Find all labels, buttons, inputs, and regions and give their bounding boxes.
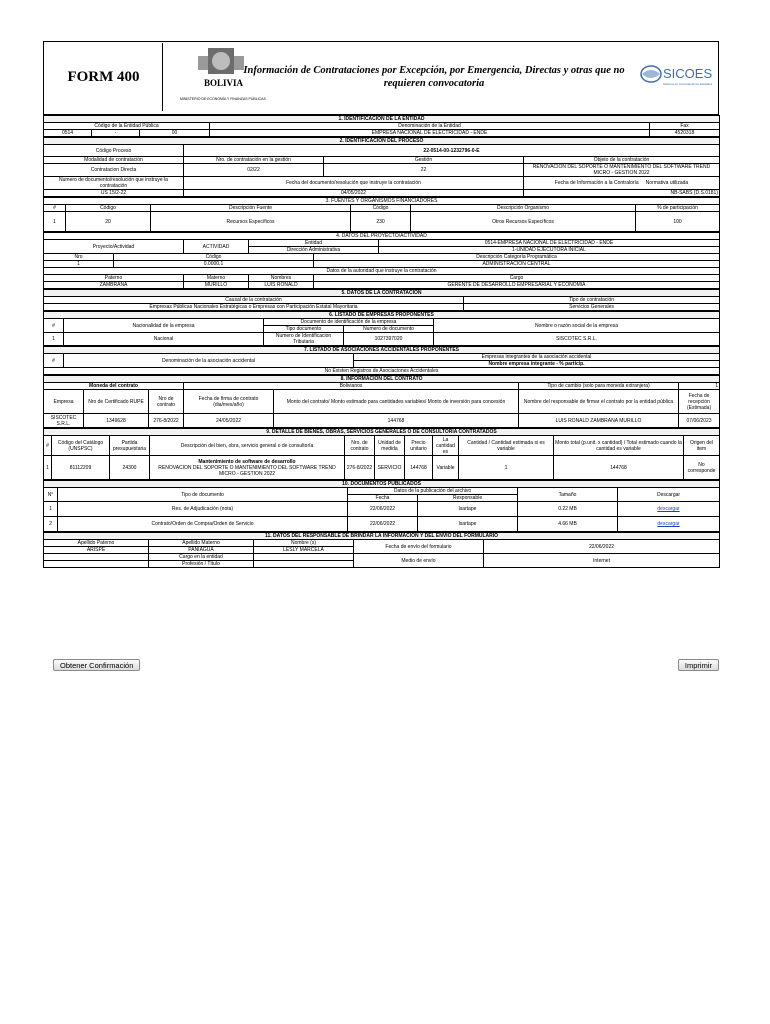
label-number: # — [44, 436, 52, 456]
cell-number: 1 — [44, 456, 52, 480]
label-size: Tamaño — [518, 488, 618, 502]
cell-reception-date: 07/06/2023 — [679, 414, 720, 428]
label-document-type: Tipo de documento — [58, 488, 348, 502]
label-regulation: Normativa utilizada — [645, 180, 689, 186]
label-members: Empresas integrantes de la asociación accidental — [354, 354, 720, 361]
label-rupe: Nro de Certificado RUPE — [84, 390, 149, 414]
cell-sign-date: 24/05/2022 — [184, 414, 274, 428]
label-management-year: Gestión — [324, 157, 524, 164]
info-regulation-values — [524, 190, 720, 197]
cell-amount: 144768 — [274, 414, 519, 428]
cell-number: 1 — [44, 333, 64, 346]
bolivia-logo-subtext: MINISTERIO DE ECONOMÍA Y FINANZAS PÚBLICAS — [180, 97, 266, 101]
send-date-value: 22/06/2022 — [484, 540, 720, 554]
label-document-type: Tipo documento — [264, 326, 344, 333]
label-document-number: Numero de documento/resolución que instruye la contratación — [44, 177, 184, 190]
label-quantity: Cantidad / Cantidad estimada si es variable — [459, 436, 554, 456]
label-exchange-rate: Tipo de cambio (solo para moneda extranjera) — [519, 383, 679, 390]
object-value: RENOVACION DEL SOPORTE O MANTENIMIENTO DEL SOFTWARE TREND MICRO - GESTION 2022 — [524, 164, 720, 177]
print-button[interactable]: Imprimir — [678, 659, 719, 671]
contract-number-value: 02/22 — [184, 164, 324, 177]
form-header — [43, 41, 719, 115]
cell-rupe: 1349628 — [84, 414, 149, 428]
item-body: RENOVACION DEL SOPORTE O MANTENIMIENTO DEL SOFTWARE TREND MICRO - GESTION 2022 — [158, 464, 336, 477]
section-title: 1. IDENTIFICACIÓN DE LA ENTIDAD — [44, 116, 720, 123]
cell-document-type: Numero de Identificacion Tributaria — [264, 333, 344, 346]
label-profession: Profesión / Título — [149, 561, 254, 568]
entity-code-separator: - — [92, 130, 140, 137]
section-items — [43, 428, 720, 480]
section-title: 4. DATOS DEL PROYECTO/ACTIVIDAD — [44, 233, 720, 240]
cell-origin: No corresponde — [684, 456, 720, 480]
cell-document-type: Res. de Adjudicación (nota) — [58, 502, 348, 517]
section-responsible — [43, 532, 720, 568]
label-cause: Causal de la contratación — [44, 297, 464, 304]
fax-value: 4520318 — [650, 130, 720, 137]
section-title: 9. DETALLE DE BIENES, OBRAS, SERVICIOS GENERALES O DE CONSULTORIA CONTRATADOS — [44, 429, 720, 436]
nro-value: 1 — [44, 261, 114, 268]
label-contract-nro: Nro de contrato — [149, 390, 184, 414]
label-source-description: Descripción Fuente — [151, 205, 351, 212]
label-modality: Modalidad de contratación — [44, 157, 184, 164]
position-value: GERENTE DE DESARROLLO EMPRESARIAL Y ECONOMIA — [314, 282, 720, 289]
section-title: 10. DOCUMENTOS PUBLICADOS — [44, 481, 720, 488]
table-row — [44, 212, 720, 232]
label-code: Código — [114, 254, 314, 261]
cell-number: 1 — [44, 502, 58, 517]
profession-value — [44, 561, 149, 568]
form-label: FORM 400 — [67, 68, 140, 85]
info-regulation-labels — [524, 177, 720, 190]
label-number: # — [44, 205, 66, 212]
cell-quantity: 1 — [459, 456, 554, 480]
label-nro: Nro — [44, 254, 114, 261]
section-entity — [43, 115, 720, 137]
label-unit-price: Precio unitario — [405, 436, 433, 456]
obtain-confirmation-button[interactable]: Obtener Confirmación — [53, 659, 140, 671]
label-direction: Dirección Administrativa — [249, 247, 379, 254]
cell-document-type: Contrato/Orden de Compra/Orden de Servicio — [58, 517, 348, 532]
label-source-code: Código — [66, 205, 151, 212]
label-signer: Nombre del responsable de firmar el contrato por la entidad pública — [519, 390, 679, 414]
section-title: 3. FUENTES Y ORGANISMOS FINANCIADORES — [44, 198, 720, 205]
sicoes-logo-subtext: Sistema de Contrataciones Estatales — [663, 82, 713, 86]
table-row — [44, 333, 720, 346]
table-row — [44, 414, 720, 428]
label-info-date: Fecha de Información a la Contraloría — [554, 180, 639, 186]
table-row — [44, 517, 720, 532]
label-budget: Partida presupuestaria — [110, 436, 150, 456]
code-value: 0.0000.1 — [114, 261, 314, 268]
cell-date: 22/06/2022 — [348, 517, 418, 532]
section-associations — [43, 346, 720, 375]
cell-quantity-type: Variable — [433, 456, 459, 480]
cell-organism-description: Otros Recursos Específicos — [411, 212, 636, 232]
label-quantity-type: La cantidad es — [433, 436, 459, 456]
direction-value: 1-UNIDAD EJECUTORA INICIAL — [379, 247, 720, 254]
names-value: LESLY MARCELA — [254, 547, 354, 554]
cell-document-number: 1027397020 — [344, 333, 434, 346]
cell-nationality: Nacional — [64, 333, 264, 346]
label-number: # — [44, 354, 64, 368]
contract-type-value: Servicios Generales — [464, 304, 720, 311]
label-category: Descripción Categoría Programática — [314, 254, 720, 261]
cell-unit: SERVICIO — [375, 456, 405, 480]
label-reception-date: Fecha de recepción (Estimada) — [679, 390, 720, 414]
maternal-value: PANIAGUA — [149, 547, 254, 554]
section-title: 5. DATOS DE LA CONTRATACIÓN — [44, 290, 720, 297]
cell-organism-code: 230 — [351, 212, 411, 232]
label-maternal: Materno — [184, 275, 249, 282]
label-association: Denominación de la asociación accidental — [64, 354, 354, 368]
entity-name: EMPRESA NACIONAL DE ELECTRICIDAD - ENDE — [210, 130, 650, 137]
label-names: Nombres — [249, 275, 314, 282]
label-company-name: Nombre o razón social de la empresa — [434, 319, 720, 333]
project-value: ACTIVIDAD — [184, 240, 249, 254]
section-bidders — [43, 311, 720, 346]
entity-value: 0514-EMPRESA NACIONAL DE ELECTRICIDAD - ENDE — [379, 240, 720, 247]
exchange-rate-value: 1 — [679, 383, 720, 390]
section-contract — [43, 375, 720, 428]
section-project — [43, 232, 720, 289]
paternal-value: ARISPE — [44, 547, 149, 554]
label-responsible: Responsable — [418, 495, 518, 502]
label-member-name: Nombre empresa integrante - % particip. — [354, 361, 720, 368]
sicoes-logo — [639, 62, 719, 88]
label-entity-code: Código de la Entidad Pública — [44, 123, 210, 130]
label-amount: Monto del contrato/ Monto estimado para cantidades variables/ Monto de inversión para concesión — [274, 390, 519, 414]
entity-code-b: 00 — [140, 130, 210, 137]
section-title: 7. LISTADO DE ASOCIACIONES ACCIDENTALES PROPONENTES — [44, 347, 720, 354]
cell-description — [150, 456, 345, 480]
cell-participation: 100 — [636, 212, 720, 232]
cell-source-description: Recursos Específicos — [151, 212, 351, 232]
label-origin: Origen del item — [684, 436, 720, 456]
label-description: Descripción del bien, obra, servicio general o de consultoría — [150, 436, 345, 456]
section-title: 6. LISTADO DE EMPRESAS PROPONENTES — [44, 312, 720, 319]
cell-company-name: SISCOTEC S.R.L. — [434, 333, 720, 346]
label-position: Cargo — [314, 275, 720, 282]
form-main-title: Información de Contrataciones por Excepción, por Emergencia, Directas y otras que no requieren convocatoria — [243, 65, 625, 89]
cell-total-amount: 144768 — [554, 456, 684, 480]
regulation-value: NB-SABS (D.S.0181) — [670, 190, 718, 196]
table-row — [44, 456, 720, 480]
label-process-code: Código Proceso — [44, 145, 184, 157]
category-value: ADMINISTRACION CENTRAL — [314, 261, 720, 268]
cell-size: 0.22 MB — [518, 502, 618, 517]
cell-catalog: 81112209 — [52, 456, 110, 480]
label-paternal: Apellido Paterno — [44, 540, 149, 547]
label-download: Descargar — [618, 488, 720, 502]
form-label-box — [45, 43, 163, 111]
process-code: 22-0514-00-1232796-0-E — [184, 145, 720, 157]
send-medium-value: Internet — [484, 554, 720, 568]
label-project: Proyecto/Actividad — [44, 240, 184, 254]
label-paternal: Paterno — [44, 275, 184, 282]
label-contract-number: Nro. de contratación en la gestión — [184, 157, 324, 164]
cell-responsible: lsartape — [418, 502, 518, 517]
label-number: # — [44, 319, 64, 333]
bolivia-logo-text: BOLIVIA — [204, 78, 244, 88]
section-funding — [43, 197, 720, 232]
paternal-value: ZAMBRANA — [44, 282, 184, 289]
label-maternal: Apellido Materno — [149, 540, 254, 547]
section-title: 8. INFORMACIÓN DEL CONTRATO — [44, 376, 720, 383]
label-id-document: Documento de identificación de la empresa — [264, 319, 434, 326]
cause-value: Empresas Públicas Nacionales Estratégicas o Empresas con Participación Estatal Mayoritaria — [44, 304, 464, 311]
entity-code-a: 0514 — [44, 130, 92, 137]
cell-contract-nro: 276-8/2022 — [149, 414, 184, 428]
label-document-date: Fecha del documento/resolución que instruye la contratación — [184, 177, 524, 190]
cell-size: 4.66 MB — [518, 517, 618, 532]
cell-company: SISCOTEC S.R.L. — [44, 414, 84, 428]
label-send-medium: Medio de envío — [354, 554, 484, 568]
label-date: Fecha — [348, 495, 418, 502]
cell-signer: LUIS RONALD ZAMBRANA MURILLO — [519, 414, 679, 428]
section-title: 11. DATOS DEL RESPONSABLE DE BRINDAR LA INFORMACION Y DEL ENVIO DEL FORMULARIO — [44, 533, 720, 540]
document-date-value: 04/05/2022 — [184, 190, 524, 197]
empty-associations-message: No Existen Registros de Asociaciones Accidentales — [44, 368, 720, 375]
cell-source-code: 20 — [66, 212, 151, 232]
label-contract-type: Tipo de contratación — [464, 297, 720, 304]
label-sign-date: Fecha de firma de contrato (dia/mes/año) — [184, 390, 274, 414]
cell-date: 22/06/2022 — [348, 502, 418, 517]
label-names: Nombre (s) — [254, 540, 354, 547]
modality-value: Contratacion Directa — [44, 164, 184, 177]
cell-number: 2 — [44, 517, 58, 532]
label-contract-nro: Nro. de contrato — [345, 436, 375, 456]
table-row — [44, 502, 720, 517]
label-authority: Datos de la autoridad que instruye la contratación — [44, 268, 720, 275]
download-link[interactable]: descargar — [657, 506, 680, 512]
label-organism-description: Descripción Organismo — [411, 205, 636, 212]
label-publication: Datos de la publicación del archivo — [348, 488, 518, 495]
label-organism-code: Código — [351, 205, 411, 212]
label-total-amount: Monto total (p.unit. x cantidad) / Total estimado cuando la cantidad es variable — [554, 436, 684, 456]
label-participation: % de participación — [636, 205, 720, 212]
label-catalog: Código del Catálogo (UNSPSC) — [52, 436, 110, 456]
label-number: N° — [44, 488, 58, 502]
cell-responsible: lsartape — [418, 517, 518, 532]
document-number-value: US 15/2-22 — [44, 190, 184, 197]
section-documents — [43, 480, 720, 532]
action-bar — [53, 659, 719, 673]
section-title: 2. IDENTIFICACIÓN DEL PROCESO — [44, 138, 720, 145]
label-nationality: Nacionalidad de la empresa — [64, 319, 264, 333]
management-year-value: 22 — [324, 164, 524, 177]
label-fax: Fax — [650, 123, 720, 130]
label-currency: Moneda del contrato — [44, 383, 184, 390]
cell-budget: 24300 — [110, 456, 150, 480]
names-value: LUIS RONALD — [249, 282, 314, 289]
cell-number: 1 — [44, 212, 66, 232]
label-send-date: Fecha de envío del formulario — [354, 540, 484, 554]
label-position: Cargo en la entidad — [149, 554, 254, 561]
currency-value: Bolivianos — [184, 383, 519, 390]
label-entity-name: Denominación de la Entidad — [210, 123, 650, 130]
label-object: Objeto de la contratación — [524, 157, 720, 164]
maternal-value: MURILLO — [184, 282, 249, 289]
label-document-number: Numero de documento — [344, 326, 434, 333]
item-title: Mantenimiento de software de desarrollo — [198, 458, 296, 465]
label-company: Empresa — [44, 390, 84, 414]
cell-contract-nro: 276-8/2022 — [345, 456, 375, 480]
form-page — [43, 41, 719, 568]
section-process — [43, 137, 720, 197]
section-contracting — [43, 289, 720, 311]
label-unit: Unidad de medida — [375, 436, 405, 456]
position-value — [44, 554, 149, 561]
cell-unit-price: 144768 — [405, 456, 433, 480]
download-link[interactable]: descargar — [657, 521, 680, 527]
cell-download — [618, 502, 720, 517]
label-entity: Entidad — [249, 240, 379, 247]
cell-download — [618, 517, 720, 532]
sicoes-logo-text: SICOES — [663, 66, 713, 81]
